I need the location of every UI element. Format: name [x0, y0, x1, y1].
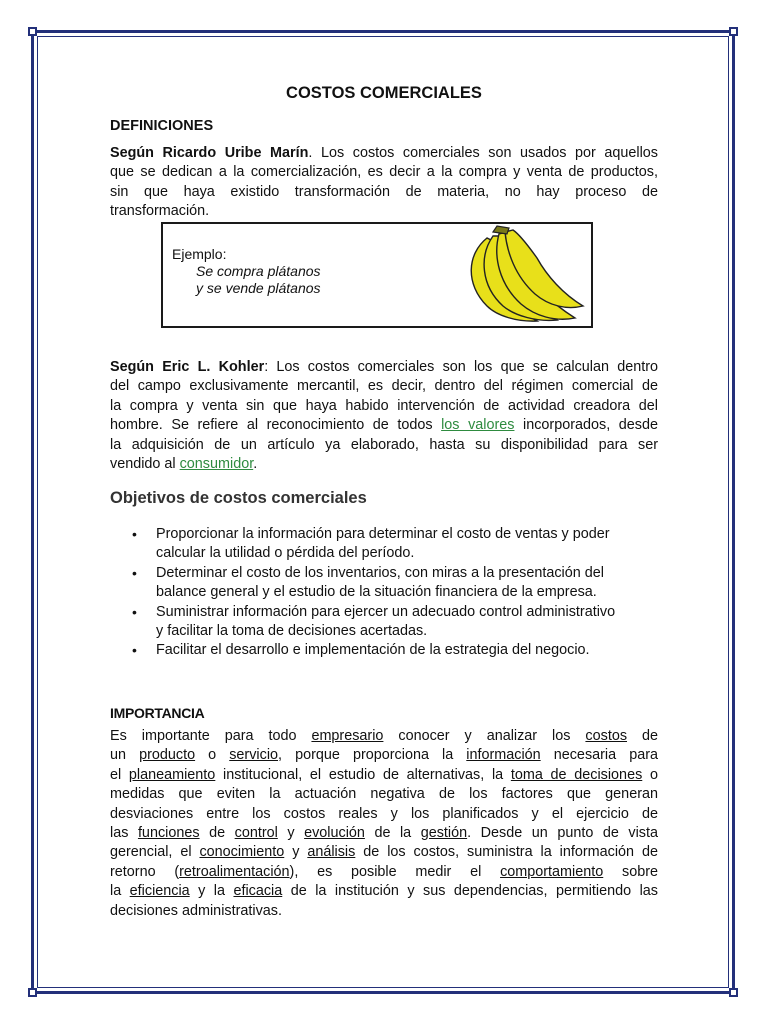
- author-kohler: Eric L. Kohler: [162, 359, 265, 375]
- list-item: • Proporcionar la información para determinar el costo de ventas y poder calcular la utilidad o pérdida del período.: [110, 525, 658, 564]
- example-text: Ejemplo: Se compra plátanos y se vende plátanos: [172, 246, 321, 296]
- border-corner: [729, 988, 738, 997]
- link-empresario[interactable]: empresario: [311, 728, 384, 744]
- link-los-valores[interactable]: los valores: [441, 417, 515, 434]
- definition-kohler: Según Eric L. Kohler: Los costos comerciales son los que se calculan dentro del campo exclusivamente mercantil, es decir, dentro del régimen comercial de la compra y venta sin que haya habido intervención de actividad creadora del hombre. Se refiere al reconocimiento de todos los valores incorporados, desde la adquisición de un artículo ya elaborado, hasta su disponibilidad para ser vendido al consumidor.: [110, 359, 659, 473]
- border-corner: [729, 27, 738, 36]
- link-eficacia[interactable]: eficacia: [233, 883, 283, 900]
- link-eficiencia[interactable]: eficiencia: [129, 883, 190, 900]
- link-consumidor[interactable]: consumidor: [179, 456, 254, 473]
- link-gestion[interactable]: gestión: [420, 825, 468, 842]
- list-item: • Determinar el costo de los inventarios, con miras a la presentación del balance general y el estudio de la situación financiera de la empresa.: [110, 564, 658, 603]
- link-funciones[interactable]: funciones: [137, 825, 200, 842]
- link-conocimiento[interactable]: conocimiento: [199, 844, 285, 861]
- importancia-paragraph: Es importante para todo empresario conocer y analizar los costos de un producto o servicio, porque proporciona la información necesaria para el planeamiento institucional, el estudio de alternativas, la toma de decisiones o medidas que eviten la actuación negativa de los factores que generan desviaciones entre los costos reales y los planificados y el ejercicio de las funciones de control y evolución de la gestión. Desde un punto de vista gerencial, el conocimiento y análisis de los costos, suministra la información de retorno (retroalimentación), es posible medir el comportamiento sobre la eficiencia y la eficacia de la institución y sus dependencias, permitiendo las decisiones administrativas.: [110, 728, 658, 919]
- link-servicio[interactable]: servicio: [229, 747, 279, 764]
- author-uribe: Según Ricardo Uribe Marín: [110, 145, 309, 161]
- importancia-heading: IMPORTANCIA: [110, 705, 205, 721]
- link-informacion[interactable]: información: [466, 747, 541, 764]
- objetivos-heading: Objetivos de costos comerciales: [110, 489, 367, 507]
- banana-bunch-icon: [457, 224, 587, 326]
- link-control[interactable]: control: [234, 825, 278, 842]
- link-toma-de-decisiones[interactable]: toma de decisiones: [510, 766, 643, 783]
- link-costos[interactable]: costos: [585, 728, 628, 744]
- definition-uribe: Según Ricardo Uribe Marín. Los costos comerciales son usados por aquellos que se dedican a la comercialización, es decir a la compra y venta de productos, sin que haya existido transformación de materia, no hay proceso de transformación.: [110, 145, 658, 220]
- list-item: • Suministrar información para ejercer un adecuado control administrativo y facilitar la toma de decisiones acertadas.: [110, 603, 658, 642]
- link-evolucion[interactable]: evolución: [304, 825, 365, 842]
- link-comportamiento[interactable]: comportamiento: [500, 863, 604, 880]
- example-box: [161, 222, 593, 328]
- page-title: COSTOS COMERCIALES: [286, 84, 482, 102]
- link-producto[interactable]: producto: [139, 747, 196, 764]
- objetivos-list: [110, 525, 658, 661]
- link-analisis[interactable]: análisis: [307, 844, 356, 861]
- border-corner: [28, 27, 37, 36]
- link-planeamiento[interactable]: planeamiento: [128, 766, 216, 783]
- border-corner: [28, 988, 37, 997]
- definiciones-heading: DEFINICIONES: [110, 118, 214, 134]
- link-retroalimentacion[interactable]: retroalimentación: [179, 863, 290, 880]
- list-item: • Facilitar el desarrollo e implementación de la estrategia del negocio.: [110, 641, 658, 660]
